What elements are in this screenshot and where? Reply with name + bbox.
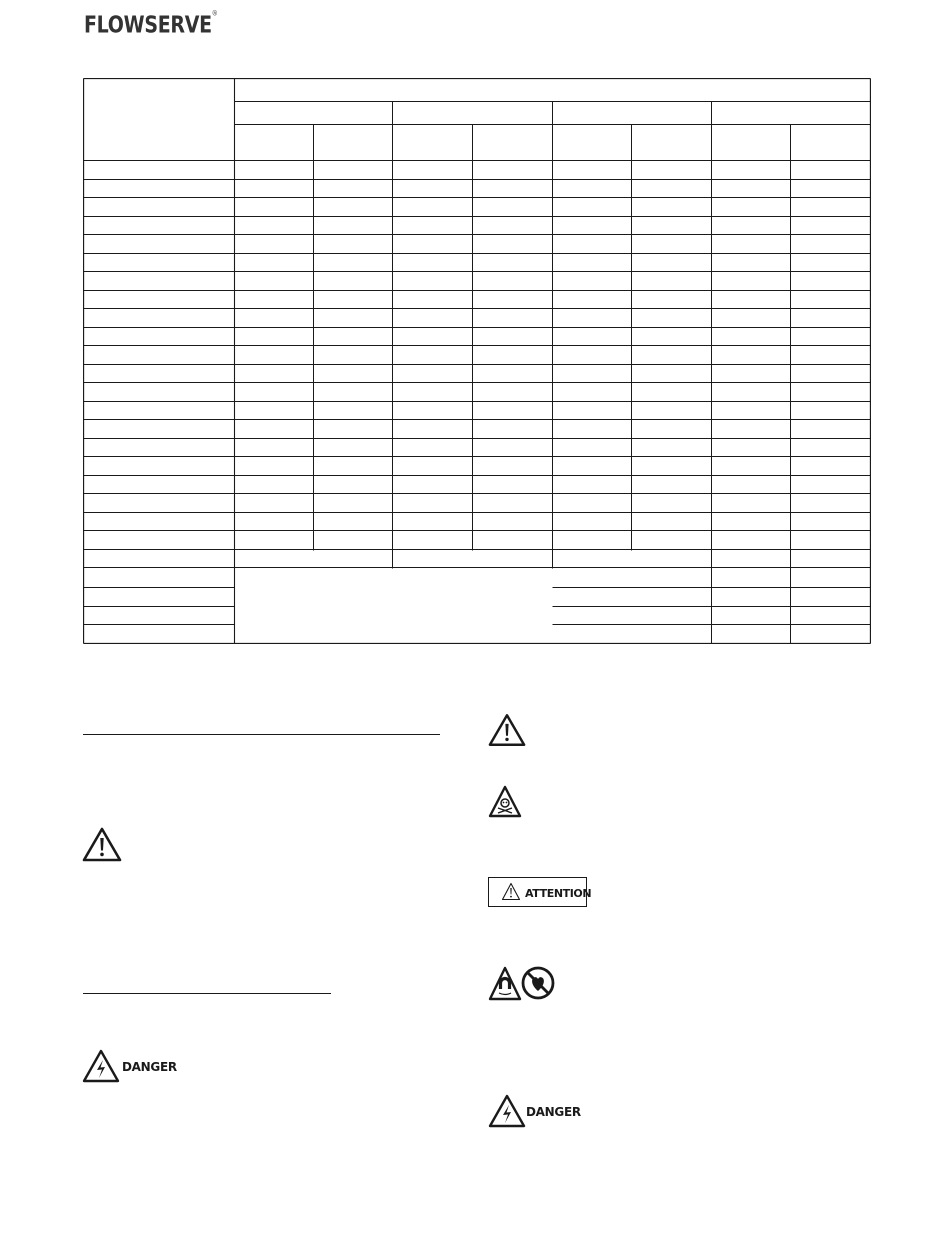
toxic-hazard-icon — [488, 785, 522, 819]
attention-box — [488, 877, 592, 907]
data-table — [83, 78, 871, 644]
table-grid — [83, 78, 871, 644]
no-pacemaker-icon — [521, 966, 555, 1002]
attention-warning-icon — [501, 882, 521, 902]
electrical-hazard-icon — [488, 1094, 526, 1128]
flowserve-logo — [84, 9, 218, 39]
brand-mark: ® — [211, 9, 218, 18]
brand-name: FLOWSERVE — [84, 12, 212, 39]
danger-label: DANGER — [122, 1060, 177, 1074]
electrical-hazard-icon — [82, 1049, 120, 1083]
danger-label: DANGER — [526, 1105, 581, 1119]
warning-triangle-icon — [82, 827, 122, 863]
section-heading-rule — [83, 734, 440, 735]
section-heading-rule — [83, 993, 331, 994]
attention-label: ATTENTION — [525, 887, 592, 900]
magnetic-field-warning-icon — [488, 966, 522, 1002]
warning-triangle-icon — [488, 713, 526, 748]
